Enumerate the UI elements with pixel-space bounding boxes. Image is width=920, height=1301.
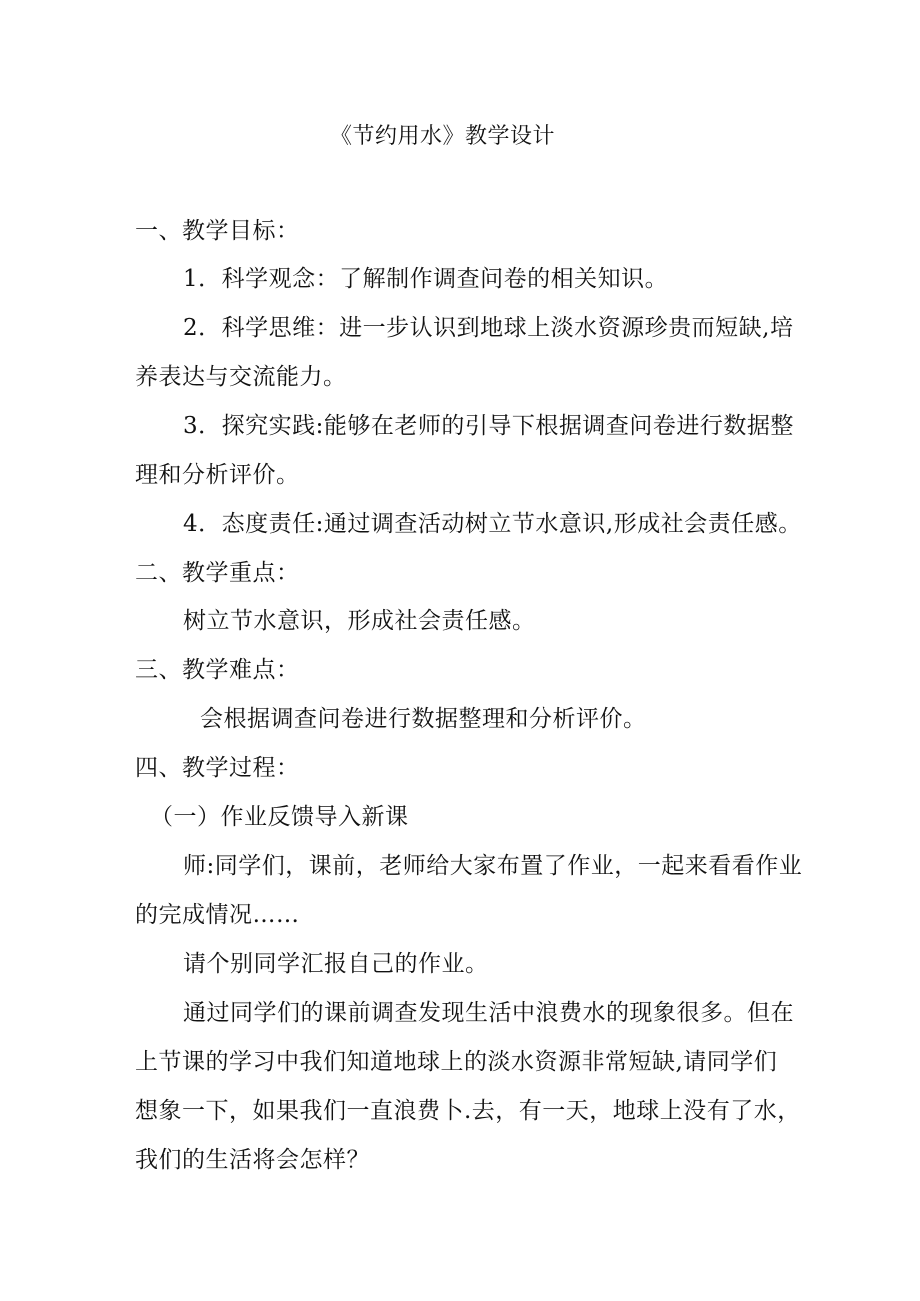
objective-1: 1．科学观念：了解制作调查问卷的相关知识。 bbox=[183, 266, 669, 292]
objective-2-continued: 养表达与交流能力。 bbox=[135, 364, 347, 390]
section-heading-process: 四、教学过程： bbox=[135, 755, 300, 781]
objective-3: 3．探究实践:能够在老师的引导下根据调查问卷进行数据整 bbox=[183, 413, 794, 439]
paragraph-teacher-intro: 师:同学们，课前，老师给大家布置了作业，一起来看看作业 bbox=[183, 853, 803, 879]
section-heading-objectives: 一、教学目标： bbox=[135, 218, 300, 244]
paragraph-survey-3: 想象一下，如果我们一直浪费卜.去，有一天，地球上没有了水， bbox=[135, 1098, 801, 1124]
section-heading-difficulties: 三、教学难点： bbox=[135, 657, 300, 683]
objective-4: 4．态度责任:通过调查活动树立节水意识,形成社会责任感。 bbox=[183, 511, 802, 537]
document-title: 《节约用水》教学设计 bbox=[330, 124, 556, 149]
key-point-text: 树立节水意识，形成社会责任感。 bbox=[183, 608, 536, 634]
paragraph-teacher-intro-continued: 的完成情况…… bbox=[135, 902, 300, 928]
objective-2: 2．科学思维：进一步认识到地球上淡水资源珍贵而短缺,培 bbox=[183, 315, 794, 341]
difficulty-text: 会根据调查问卷进行数据整理和分析评价。 bbox=[200, 706, 647, 732]
process-subheading-1: （一）作业反馈导入新课 bbox=[150, 804, 409, 830]
paragraph-survey-1: 通过同学们的课前调查发现生活中浪费水的现象很多。但在 bbox=[183, 1000, 794, 1026]
paragraph-report: 请个别同学汇报自己的作业。 bbox=[183, 951, 489, 977]
objective-3-continued: 理和分析评价。 bbox=[135, 462, 300, 488]
section-heading-key-points: 二、教学重点： bbox=[135, 560, 300, 586]
paragraph-survey-4: 我们的生活将会怎样？ bbox=[135, 1147, 370, 1173]
paragraph-survey-2: 上节课的学习中我们知道地球上的淡水资源非常短缺,请同学们 bbox=[135, 1049, 778, 1075]
